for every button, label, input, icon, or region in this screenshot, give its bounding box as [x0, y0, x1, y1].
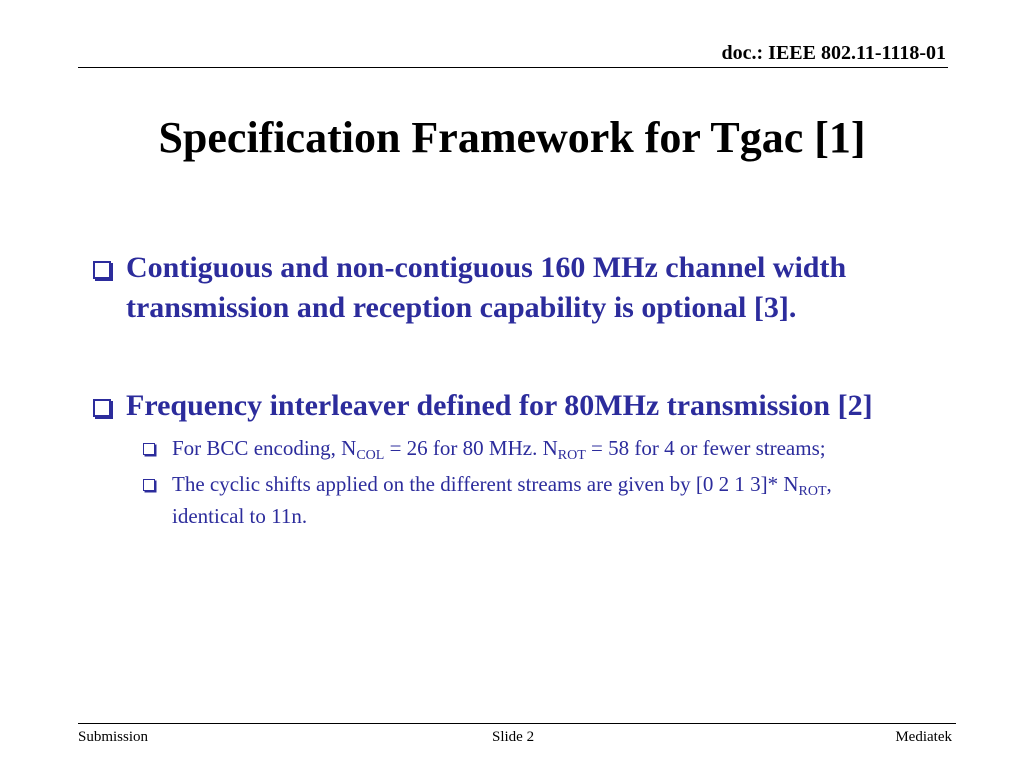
subscript-rot: ROT: [798, 484, 827, 499]
sub-bullet-bcc-encoding: [172, 432, 987, 464]
sub-bullet-text: For BCC encoding, N: [172, 436, 357, 460]
bullet-contiguous-160mhz: [126, 248, 996, 328]
footer-slide-number: Slide 2: [492, 729, 535, 745]
checkbox-bullet-icon: [143, 443, 155, 455]
bullet-text-line: transmission and reception capability is optional [3].: [126, 291, 797, 324]
checkbox-bullet-icon: [143, 479, 155, 491]
footer-company: Mediatek: [895, 729, 952, 745]
header-divider: [78, 67, 948, 68]
checkbox-bullet-icon: [93, 261, 111, 279]
subscript-col: COL: [356, 448, 385, 463]
sub-bullet-cyclic-shifts: [172, 468, 987, 532]
sub-bullet-text: identical to 11n.: [172, 504, 308, 528]
checkbox-bullet-icon: [93, 399, 111, 417]
slide-title: Specification Framework for Tgac [1]: [158, 113, 866, 162]
document-id: doc.: IEEE 802.11-1118-01: [721, 42, 946, 64]
footer-divider: [78, 723, 956, 724]
bullet-text-line: Frequency interleaver defined for 80MHz transmission [2]: [126, 389, 873, 422]
subscript-rot: ROT: [557, 448, 586, 463]
sub-bullet-text: = 58 for 4 or fewer streams;: [585, 436, 826, 460]
sub-bullet-text: = 26 for 80 MHz. N: [384, 436, 558, 460]
footer-submission: Submission: [78, 729, 149, 745]
bullet-frequency-interleaver: [126, 386, 996, 426]
sub-bullet-text: The cyclic shifts applied on the different streams are given by [0 2 1 3]* N: [172, 472, 799, 496]
bullet-text-line: Contiguous and non-contiguous 160 MHz channel width: [126, 251, 847, 284]
sub-bullet-text: ,: [826, 472, 832, 496]
